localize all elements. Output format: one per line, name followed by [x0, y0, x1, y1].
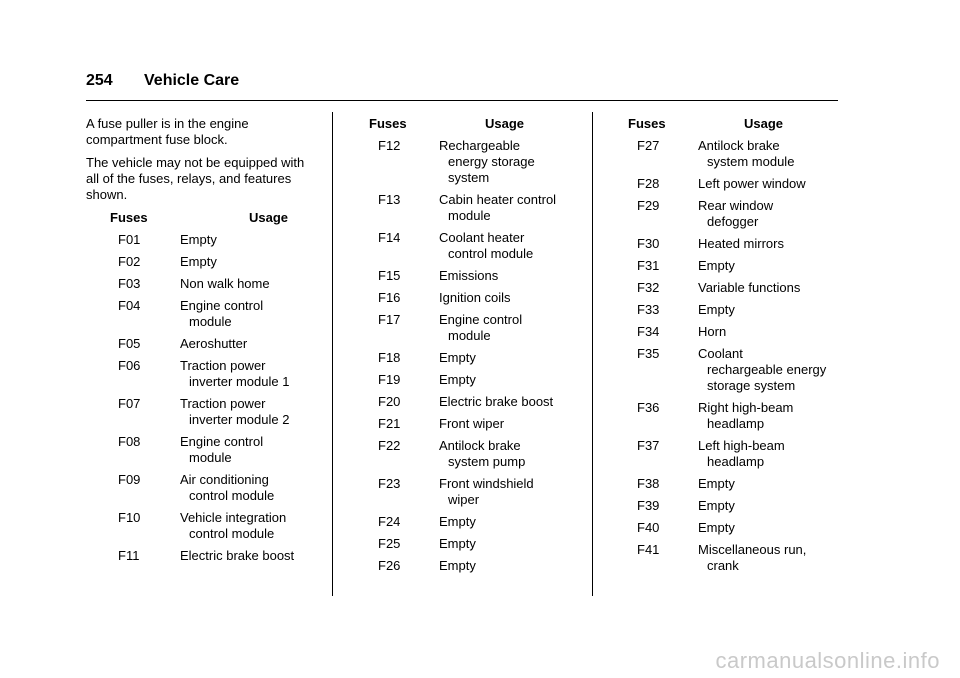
- header-usage: Usage: [485, 116, 525, 131]
- fuse-usage: [439, 536, 583, 552]
- fuse-id: F36: [637, 400, 660, 415]
- usage-line: Empty: [698, 476, 735, 491]
- fuse-usage: [180, 298, 318, 330]
- fuse-id: F32: [637, 280, 660, 295]
- fuse-table: [604, 116, 842, 574]
- table-row: [604, 520, 842, 536]
- table-row: [345, 372, 583, 388]
- fuse-id: F21: [378, 416, 401, 431]
- fuse-usage: [698, 198, 842, 230]
- fuse-usage: [698, 542, 842, 574]
- table-row: [86, 254, 318, 270]
- intro-paragraph: The vehicle may not be equipped with all of the fuses, relays, and features shown.: [86, 155, 305, 202]
- usage-line: system pump: [448, 454, 526, 469]
- usage-line: inverter module 1: [189, 374, 290, 389]
- usage-line: Electric brake boost: [180, 548, 295, 563]
- usage-line: control module: [189, 488, 275, 503]
- table-row: [345, 514, 583, 530]
- usage-line: Electric brake boost: [439, 394, 554, 409]
- fuse-id: F20: [378, 394, 401, 409]
- table-row: [345, 138, 583, 186]
- usage-line: system: [448, 170, 490, 185]
- fuse-id: F37: [637, 438, 660, 453]
- usage-line: energy storage: [448, 154, 535, 169]
- usage-line: Empty: [180, 232, 217, 247]
- fuse-id: F04: [118, 298, 141, 313]
- fuse-id: F10: [118, 510, 141, 525]
- fuse-id: F19: [378, 372, 401, 387]
- usage-line: Empty: [439, 558, 476, 573]
- fuse-usage: [180, 336, 318, 352]
- fuse-usage: [439, 138, 583, 186]
- fuse-id: F02: [118, 254, 141, 269]
- header-fuses: Fuses: [369, 116, 407, 131]
- fuse-id: F25: [378, 536, 401, 551]
- header-usage: Usage: [249, 210, 289, 225]
- usage-line: Coolant: [698, 346, 743, 361]
- fuse-usage: [698, 438, 842, 470]
- fuse-id: F33: [637, 302, 660, 317]
- fuse-id: F28: [637, 176, 660, 191]
- fuse-id: F09: [118, 472, 141, 487]
- usage-line: Traction power: [180, 358, 266, 373]
- usage-line: Cabin heater control: [439, 192, 557, 207]
- fuse-id: F14: [378, 230, 401, 245]
- table-row: [345, 192, 583, 224]
- fuse-id: F38: [637, 476, 660, 491]
- fuse-id: F17: [378, 312, 401, 327]
- usage-line: control module: [189, 526, 275, 541]
- fuse-usage: [439, 192, 583, 224]
- page-title: Vehicle Care: [144, 72, 240, 89]
- usage-line: Ignition coils: [439, 290, 511, 305]
- fuse-usage: [698, 476, 842, 492]
- usage-line: Aeroshutter: [180, 336, 248, 351]
- page-header: [86, 72, 838, 101]
- fuse-usage: [180, 434, 318, 466]
- fuse-id: F05: [118, 336, 141, 351]
- table-row: [345, 416, 583, 432]
- usage-line: Engine control: [180, 298, 264, 313]
- table-row: [604, 346, 842, 394]
- usage-line: Empty: [439, 350, 476, 365]
- usage-line: headlamp: [707, 416, 765, 431]
- fuse-usage: [698, 498, 842, 514]
- fuse-id: F07: [118, 396, 141, 411]
- column-divider: [332, 112, 333, 596]
- fuse-usage: [439, 290, 583, 306]
- usage-line: module: [189, 450, 232, 465]
- usage-line: Empty: [180, 254, 217, 269]
- table-row: [86, 548, 318, 564]
- fuse-usage: [180, 276, 318, 292]
- fuse-usage: [439, 230, 583, 262]
- fuse-table: [345, 116, 583, 574]
- table-row: [86, 434, 318, 466]
- fuse-id: F22: [378, 438, 401, 453]
- table-row: [604, 400, 842, 432]
- table-row: [86, 336, 318, 352]
- fuse-usage: [180, 358, 318, 390]
- table-header: [604, 116, 842, 132]
- fuse-id: F41: [637, 542, 660, 557]
- usage-line: Empty: [439, 514, 476, 529]
- usage-line: module: [448, 328, 491, 343]
- fuse-id: F34: [637, 324, 660, 339]
- fuse-id: F30: [637, 236, 660, 251]
- table-row: [604, 438, 842, 470]
- fuse-usage: [439, 350, 583, 366]
- table-row: [345, 312, 583, 344]
- table-row: [604, 498, 842, 514]
- column-divider: [592, 112, 593, 596]
- fuse-table: [86, 210, 318, 564]
- usage-line: inverter module 2: [189, 412, 290, 427]
- fuse-usage: [439, 514, 583, 530]
- usage-line: Non walk home: [180, 276, 270, 291]
- table-row: [604, 138, 842, 170]
- table-header: [86, 210, 318, 226]
- fuse-id: F24: [378, 514, 401, 529]
- usage-line: Rear window: [698, 198, 774, 213]
- fuse-usage: [439, 312, 583, 344]
- usage-line: defogger: [707, 214, 759, 229]
- fuse-usage: [180, 254, 318, 270]
- usage-line: Traction power: [180, 396, 266, 411]
- table-row: [86, 232, 318, 248]
- fuse-id: F29: [637, 198, 660, 213]
- usage-line: Empty: [439, 372, 476, 387]
- table-row: [345, 558, 583, 574]
- header-fuses: Fuses: [110, 210, 148, 225]
- usage-line: module: [189, 314, 232, 329]
- table-row: [86, 396, 318, 428]
- usage-line: Engine control: [180, 434, 264, 449]
- fuse-id: F23: [378, 476, 401, 491]
- fuse-usage: [698, 138, 842, 170]
- table-row: [604, 476, 842, 492]
- table-row: [345, 394, 583, 410]
- fuse-id: F13: [378, 192, 401, 207]
- page-number: 254: [86, 72, 113, 89]
- fuse-id: F08: [118, 434, 141, 449]
- fuse-usage: [698, 280, 842, 296]
- fuse-usage: [439, 394, 583, 410]
- usage-line: Engine control: [439, 312, 523, 327]
- usage-line: Vehicle integration: [180, 510, 287, 525]
- header-fuses: Fuses: [628, 116, 666, 131]
- fuse-usage: [698, 520, 842, 536]
- fuse-usage: [180, 396, 318, 428]
- fuse-id: F11: [118, 548, 140, 563]
- fuse-id: F16: [378, 290, 401, 305]
- table-row: [345, 350, 583, 366]
- table-row: [604, 258, 842, 274]
- fuse-usage: [439, 476, 583, 508]
- usage-line: system module: [707, 154, 795, 169]
- fuse-usage: [180, 548, 318, 564]
- usage-line: Rechargeable: [439, 138, 520, 153]
- fuse-id: F39: [637, 498, 660, 513]
- usage-line: Air conditioning: [180, 472, 269, 487]
- fuse-usage: [439, 438, 583, 470]
- intro-paragraph: A fuse puller is in the engine compartment fuse block.: [86, 116, 249, 147]
- fuse-usage: [180, 232, 318, 248]
- table-row: [604, 198, 842, 230]
- table-row: [604, 542, 842, 574]
- fuse-id: F35: [637, 346, 660, 361]
- fuse-usage: [698, 346, 842, 394]
- fuse-id: F31: [637, 258, 660, 273]
- fuse-usage: [439, 416, 583, 432]
- fuse-usage: [180, 510, 318, 542]
- usage-line: Variable functions: [698, 280, 801, 295]
- watermark: carmanualsonline.info: [715, 648, 940, 673]
- fuse-id: F15: [378, 268, 401, 283]
- usage-line: Front wiper: [439, 416, 505, 431]
- fuse-usage: [698, 302, 842, 318]
- usage-line: Emissions: [439, 268, 499, 283]
- table-row: [604, 324, 842, 340]
- fuse-usage: [439, 558, 583, 574]
- table-row: [345, 290, 583, 306]
- table-header: [345, 116, 583, 132]
- header-usage: Usage: [744, 116, 784, 131]
- usage-line: rechargeable energy: [707, 362, 827, 377]
- usage-line: Empty: [698, 258, 735, 273]
- fuse-id: F01: [118, 232, 141, 247]
- usage-line: Antilock brake: [698, 138, 780, 153]
- usage-line: Empty: [698, 520, 735, 535]
- table-row: [604, 280, 842, 296]
- table-row: [345, 438, 583, 470]
- usage-line: Right high-beam: [698, 400, 794, 415]
- fuse-usage: [439, 372, 583, 388]
- table-row: [345, 536, 583, 552]
- table-row: [604, 302, 842, 318]
- fuse-id: F03: [118, 276, 141, 291]
- column-3: [604, 116, 842, 580]
- table-row: [345, 230, 583, 262]
- column-2: [345, 116, 583, 580]
- usage-line: wiper: [448, 492, 480, 507]
- fuse-usage: [698, 324, 842, 340]
- fuse-usage: [698, 236, 842, 252]
- fuse-id: F40: [637, 520, 660, 535]
- fuse-usage: [698, 258, 842, 274]
- usage-line: Heated mirrors: [698, 236, 784, 251]
- fuse-id: F26: [378, 558, 401, 573]
- table-row: [86, 276, 318, 292]
- table-row: [604, 236, 842, 252]
- fuse-usage: [698, 400, 842, 432]
- usage-line: Empty: [698, 498, 735, 513]
- table-row: [345, 268, 583, 284]
- column-1: [86, 116, 318, 570]
- usage-line: Antilock brake: [439, 438, 521, 453]
- usage-line: Empty: [439, 536, 476, 551]
- table-row: [345, 476, 583, 508]
- usage-line: Left power window: [698, 176, 806, 191]
- fuse-id: F06: [118, 358, 141, 373]
- usage-line: storage system: [707, 378, 796, 393]
- fuse-id: F12: [378, 138, 401, 153]
- fuse-id: F27: [637, 138, 660, 153]
- usage-line: module: [448, 208, 491, 223]
- usage-line: control module: [448, 246, 534, 261]
- table-row: [86, 510, 318, 542]
- usage-line: Front windshield: [439, 476, 534, 491]
- usage-line: Coolant heater: [439, 230, 525, 245]
- usage-line: Empty: [698, 302, 735, 317]
- fuse-usage: [439, 268, 583, 284]
- fuse-usage: [698, 176, 842, 192]
- fuse-id: F18: [378, 350, 401, 365]
- usage-line: Left high-beam: [698, 438, 785, 453]
- fuse-usage: [180, 472, 318, 504]
- table-row: [86, 358, 318, 390]
- usage-line: crank: [707, 558, 739, 573]
- usage-line: Miscellaneous run,: [698, 542, 807, 557]
- table-row: [86, 472, 318, 504]
- usage-line: Horn: [698, 324, 727, 339]
- table-row: [86, 298, 318, 330]
- usage-line: headlamp: [707, 454, 765, 469]
- table-row: [604, 176, 842, 192]
